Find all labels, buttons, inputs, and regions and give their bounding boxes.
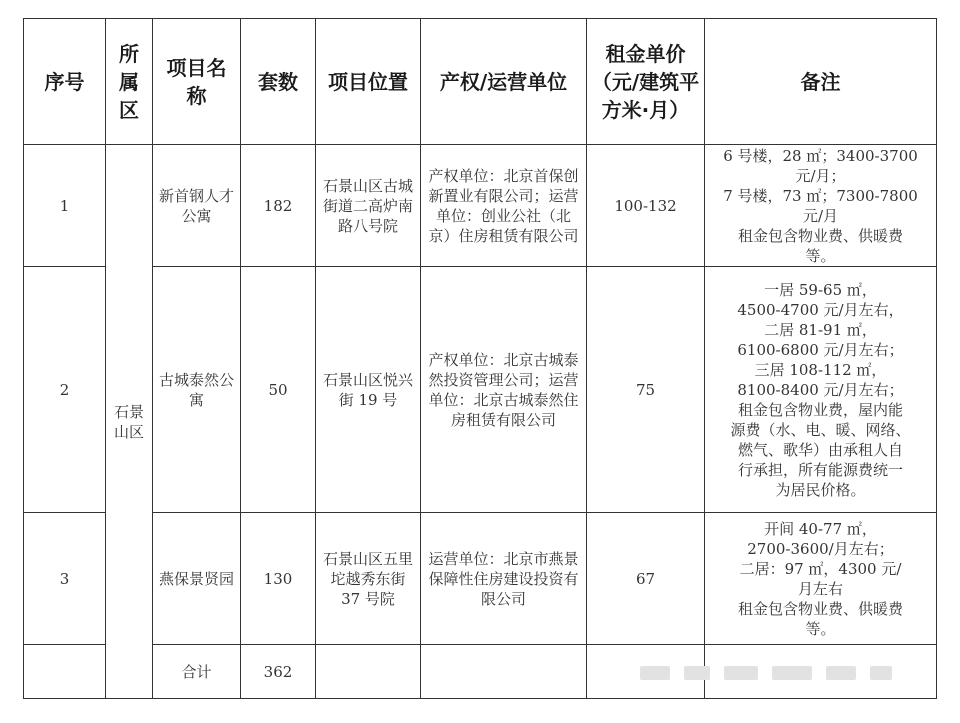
note-line: 8100-8400 元/月左右； (737, 380, 904, 399)
project-name: 古城泰然公寓 (153, 267, 241, 513)
note-line: 月左右 (797, 579, 843, 598)
total-label: 合计 (153, 645, 241, 699)
watermark-blur (640, 662, 936, 684)
note-line: 一居 59-65 ㎡， (764, 280, 877, 299)
unit-count: 130 (241, 513, 316, 645)
project-location: 石景山区悦兴街 19 号 (316, 267, 421, 513)
note-line: 为居民价格。 (775, 480, 866, 499)
note-line: 源费（水、电、暖、网络、 (730, 420, 911, 439)
header-owner: 产权/运营单位 (421, 19, 587, 145)
note-line: 燃气、歌华）由承租人自 (737, 440, 903, 459)
note-line: 三居 108-112 ㎡， (754, 360, 887, 379)
header-location: 项目位置 (316, 19, 421, 145)
note-line: 6100-6800 元/月左右； (737, 340, 904, 359)
row-index: 1 (24, 145, 106, 267)
row-index: 3 (24, 513, 106, 645)
note-line: 行承担，所有能源费统一 (737, 460, 903, 479)
unit-count: 50 (241, 267, 316, 513)
table-row (24, 513, 937, 645)
note-line: 2700-3600/月左右； (747, 539, 894, 558)
note-line: 二居：97 ㎡，4300 元/ (739, 559, 902, 578)
unit-count: 182 (241, 145, 316, 267)
header-units: 套数 (241, 19, 316, 145)
note-line: 开间 40-77 ㎡， (764, 519, 877, 538)
rent-price: 67 (587, 513, 705, 645)
owner-operator: 运营单位：北京市燕景保障性住房建设投资有限公司 (421, 513, 587, 645)
rent-price: 75 (587, 267, 705, 513)
note-line: 元/月 (802, 206, 839, 225)
project-name: 新首钢人才公寓 (153, 145, 241, 267)
note-cell (705, 513, 937, 645)
row-index: 2 (24, 267, 106, 513)
total-index-empty (24, 645, 106, 699)
header-note: 备注 (705, 19, 937, 145)
note-cell (705, 267, 937, 513)
header-district: 所属区 (106, 19, 153, 145)
note-line: 元/月； (795, 166, 846, 185)
note-line: 租金包含物业费、供暖费 (737, 226, 903, 245)
note-cell (705, 145, 937, 267)
table-row (24, 267, 937, 513)
project-location: 石景山区古城街道二高炉南路八号院 (316, 145, 421, 267)
note-line: 7 号楼，73 ㎡；7300-7800 (723, 186, 918, 205)
note-line: 4500-4700 元/月左右， (737, 300, 904, 319)
district-cell: 石景山区 (106, 145, 153, 699)
note-line: 等。 (805, 619, 836, 638)
note-line: 二居 81-91 ㎡， (764, 320, 877, 339)
project-location: 石景山区五里坨越秀东街 37 号院 (316, 513, 421, 645)
owner-operator: 产权单位：北京古城泰然投资管理公司；运营单位：北京古城泰然住房租赁有限公司 (421, 267, 587, 513)
project-name: 燕保景贤园 (153, 513, 241, 645)
rental-housing-table (23, 18, 937, 699)
header-name: 项目名称 (153, 19, 241, 145)
note-line: 6 号楼，28 ㎡；3400-3700 (723, 146, 918, 165)
owner-operator: 产权单位：北京首保创新置业有限公司；运营单位：创业公社（北京）住房租赁有限公司 (421, 145, 587, 267)
header-row (24, 19, 937, 145)
rent-price: 100-132 (587, 145, 705, 267)
total-owner-empty (421, 645, 587, 699)
total-location-empty (316, 645, 421, 699)
note-line: 租金包含物业费、供暖费 (737, 599, 903, 618)
table-row (24, 145, 937, 267)
header-index: 序号 (24, 19, 106, 145)
note-line: 等。 (805, 246, 836, 265)
note-line: 租金包含物业费，屋内能 (737, 400, 903, 419)
header-rent: 租金单价（元/建筑平方米·月） (587, 19, 705, 145)
total-units: 362 (241, 645, 316, 699)
